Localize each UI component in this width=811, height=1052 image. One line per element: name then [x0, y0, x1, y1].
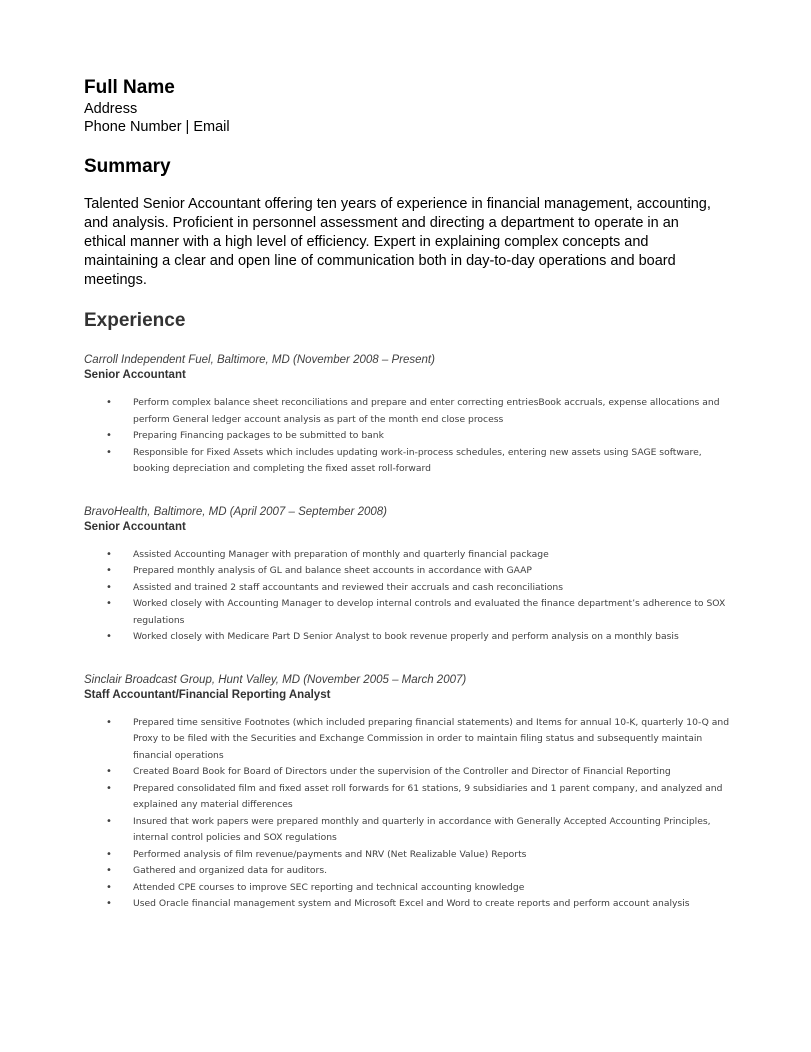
- summary-text: Talented Senior Accountant offering ten years of experience in financial management, accounting, and analysis. Proficient in personnel assessment and directing a department to operate in an ethical manner with a high level of efficiency. Expert in explaining complex concepts and maintaining a clear and open line of communication both in day-to-day operations and board meetings.: [84, 196, 711, 288]
- job-bullet-text: Responsible for Fixed Assets which includes updating work-in-process schedules, entering new assets using SAGE software, booking depreciation and completing the fixed asset roll-forward: [133, 446, 702, 474]
- bullet-icon: •: [106, 430, 112, 441]
- job-bullet: [84, 814, 734, 847]
- job-entry: [84, 673, 734, 913]
- bullet-icon: •: [106, 766, 112, 777]
- bullet-icon: •: [106, 581, 112, 593]
- job-bullet-text: Preparing Financing packages to be submitted to bank: [133, 430, 384, 441]
- summary-section: [84, 155, 734, 290]
- job-bullet: [84, 580, 734, 597]
- job-bullet: [84, 596, 734, 629]
- bullet-icon: •: [106, 598, 112, 609]
- job-bullet-text: Perform complex balance sheet reconciliations and prepare and enter correcting entriesBook accruals, expense allocations and perform General ledger account analysis as part of the month end close process: [133, 397, 720, 425]
- job-bullet: [84, 428, 734, 445]
- job-bullet: [84, 764, 734, 781]
- job-bullet: [84, 880, 734, 897]
- job-bullet-text: Attended CPE courses to improve SEC reporting and technical accounting knowledge: [133, 881, 525, 893]
- job-entry: [84, 505, 734, 646]
- job-company: Carroll Independent Fuel, Baltimore, MD (November 2008 – Present): [84, 354, 435, 366]
- job-bullet-text: Assisted and trained 2 staff accountants and reviewed their accruals and cash reconciliations: [133, 581, 564, 593]
- job-bullet-text: Insured that work papers were prepared monthly and quarterly in accordance with Generally Accepted Accounting Principles, internal control policies and SOX regulations: [133, 815, 711, 843]
- job-bullet-list: [84, 395, 734, 478]
- job-bullet: [84, 547, 734, 564]
- job-bullet-text: Worked closely with Medicare Part D Senior Analyst to book revenue properly and perform analysis on a monthly basis: [133, 631, 679, 642]
- job-title: Staff Accountant/Financial Reporting Analyst: [84, 688, 331, 701]
- phone-email: Phone Number | Email: [84, 119, 230, 135]
- job-bullet: [84, 781, 734, 814]
- job-bullet-text: Prepared time sensitive Footnotes (which included preparing financial statements) and Items for annual 10-K, quarterly 10-Q and Proxy to be filed with the Securities and Exchange Commission in order to maintain filing status and subsequently maintain financial operations: [133, 716, 730, 761]
- summary-heading: Summary: [84, 156, 171, 177]
- experience-heading: Experience: [84, 310, 186, 331]
- job-bullet-text: Used Oracle financial management system and Microsoft Excel and Word to create reports and perform account analysis: [133, 898, 690, 909]
- job-company: Sinclair Broadcast Group, Hunt Valley, MD (November 2005 – March 2007): [84, 673, 467, 686]
- job-company: BravoHealth, Baltimore, MD (April 2007 – September 2008): [84, 505, 387, 518]
- job-bullet: [84, 863, 734, 880]
- resume-page: [84, 76, 734, 913]
- full-name: Full Name: [84, 77, 175, 98]
- bullet-icon: •: [106, 865, 112, 876]
- job-bullet: [84, 395, 734, 428]
- bullet-icon: •: [106, 446, 112, 458]
- bullet-icon: •: [106, 631, 112, 642]
- job-title: Senior Accountant: [84, 520, 186, 533]
- job-bullet: [84, 847, 734, 864]
- job-bullet: [84, 896, 734, 913]
- bullet-icon: •: [106, 881, 112, 893]
- bullet-icon: •: [106, 548, 112, 560]
- bullet-icon: •: [106, 898, 112, 909]
- job-bullet-text: Assisted Accounting Manager with preparation of monthly and quarterly financial package: [133, 548, 549, 560]
- bullet-icon: •: [106, 716, 112, 728]
- job-bullet-text: Prepared consolidated film and fixed asset roll forwards for 61 stations, 9 subsidiaries and 1 parent company, and analyzed and explained any material differences: [133, 782, 723, 810]
- job-bullet-list: [84, 715, 734, 913]
- job-bullet-list: [84, 547, 734, 646]
- job-bullet: [84, 629, 734, 646]
- bullet-icon: •: [106, 815, 112, 827]
- job-bullet-text: Created Board Book for Board of Directors under the supervision of the Controller and Director of Financial Reporting: [133, 766, 671, 777]
- experience-section: [84, 309, 734, 913]
- job-bullet-text: Performed analysis of film revenue/payments and NRV (Net Realizable Value) Reports: [133, 848, 527, 860]
- bullet-icon: •: [106, 848, 112, 860]
- bullet-icon: •: [106, 565, 112, 576]
- job-bullet: [84, 715, 734, 765]
- job-bullet: [84, 445, 734, 478]
- job-bullet-text: Gathered and organized data for auditors.: [133, 865, 328, 876]
- job-title: Senior Accountant: [84, 369, 186, 381]
- job-bullet: [84, 563, 734, 580]
- job-entry: [84, 353, 734, 478]
- address: Address: [84, 101, 138, 117]
- job-bullet-text: Worked closely with Accounting Manager to develop internal controls and evaluated the finance department’s adherence to SOX regulations: [133, 598, 726, 626]
- resume-header: [84, 76, 734, 136]
- job-bullet-text: Prepared monthly analysis of GL and balance sheet accounts in accordance with GAAP: [133, 565, 532, 576]
- bullet-icon: •: [106, 397, 112, 408]
- bullet-icon: •: [106, 782, 112, 794]
